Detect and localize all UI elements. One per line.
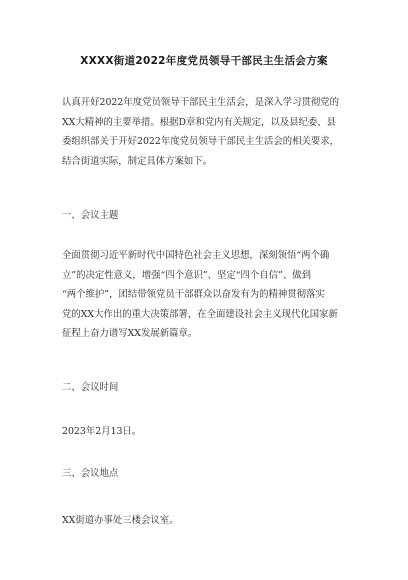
document-title: XXXX街道2022年度党员领导干部民主生活会方案 xyxy=(80,55,328,67)
intro-line: 认真开好2022年度党员领导干部民主生活会，是深入学习贯彻党的 xyxy=(62,97,339,108)
section1-line: “两个维护”，团结带领党员干部群众以奋发有为的精神贯彻落实 xyxy=(62,289,325,301)
section1-line: 立”的决定性意义，增强“四个意识”、坚定“四个自信”、做到 xyxy=(62,269,311,281)
section1-line: 全面贯彻习近平新时代中国特色社会主义思想，深刻领悟“两个确 xyxy=(62,250,330,261)
section1-heading: 一、会议主题 xyxy=(62,210,119,221)
section2-heading: 二、会议时间 xyxy=(62,382,119,393)
intro-paragraph xyxy=(62,93,358,171)
intro-line: 结合街道实际，制定具体方案如下。 xyxy=(62,155,213,167)
intro-line: 委组织部关于开好2022年度党员领导干部民主生活会的相关要求， xyxy=(62,136,339,148)
section1-line: 党的XX大作出的重大决策部署，在全面建设社会主义现代化国家新 xyxy=(62,308,338,320)
intro-line: XX大精神的主要举措。根据D章和党内有关规定，以及县纪委、县 xyxy=(62,116,336,128)
section3-text: XX街道办事处三楼会议室。 xyxy=(62,515,179,526)
section3-heading: 三、会议地点 xyxy=(62,468,119,479)
section2-text: 2023年2月13日。 xyxy=(62,426,142,437)
section1-paragraph xyxy=(62,246,358,344)
section1-line: 征程上奋力谱写XX发展新篇章。 xyxy=(62,328,198,340)
